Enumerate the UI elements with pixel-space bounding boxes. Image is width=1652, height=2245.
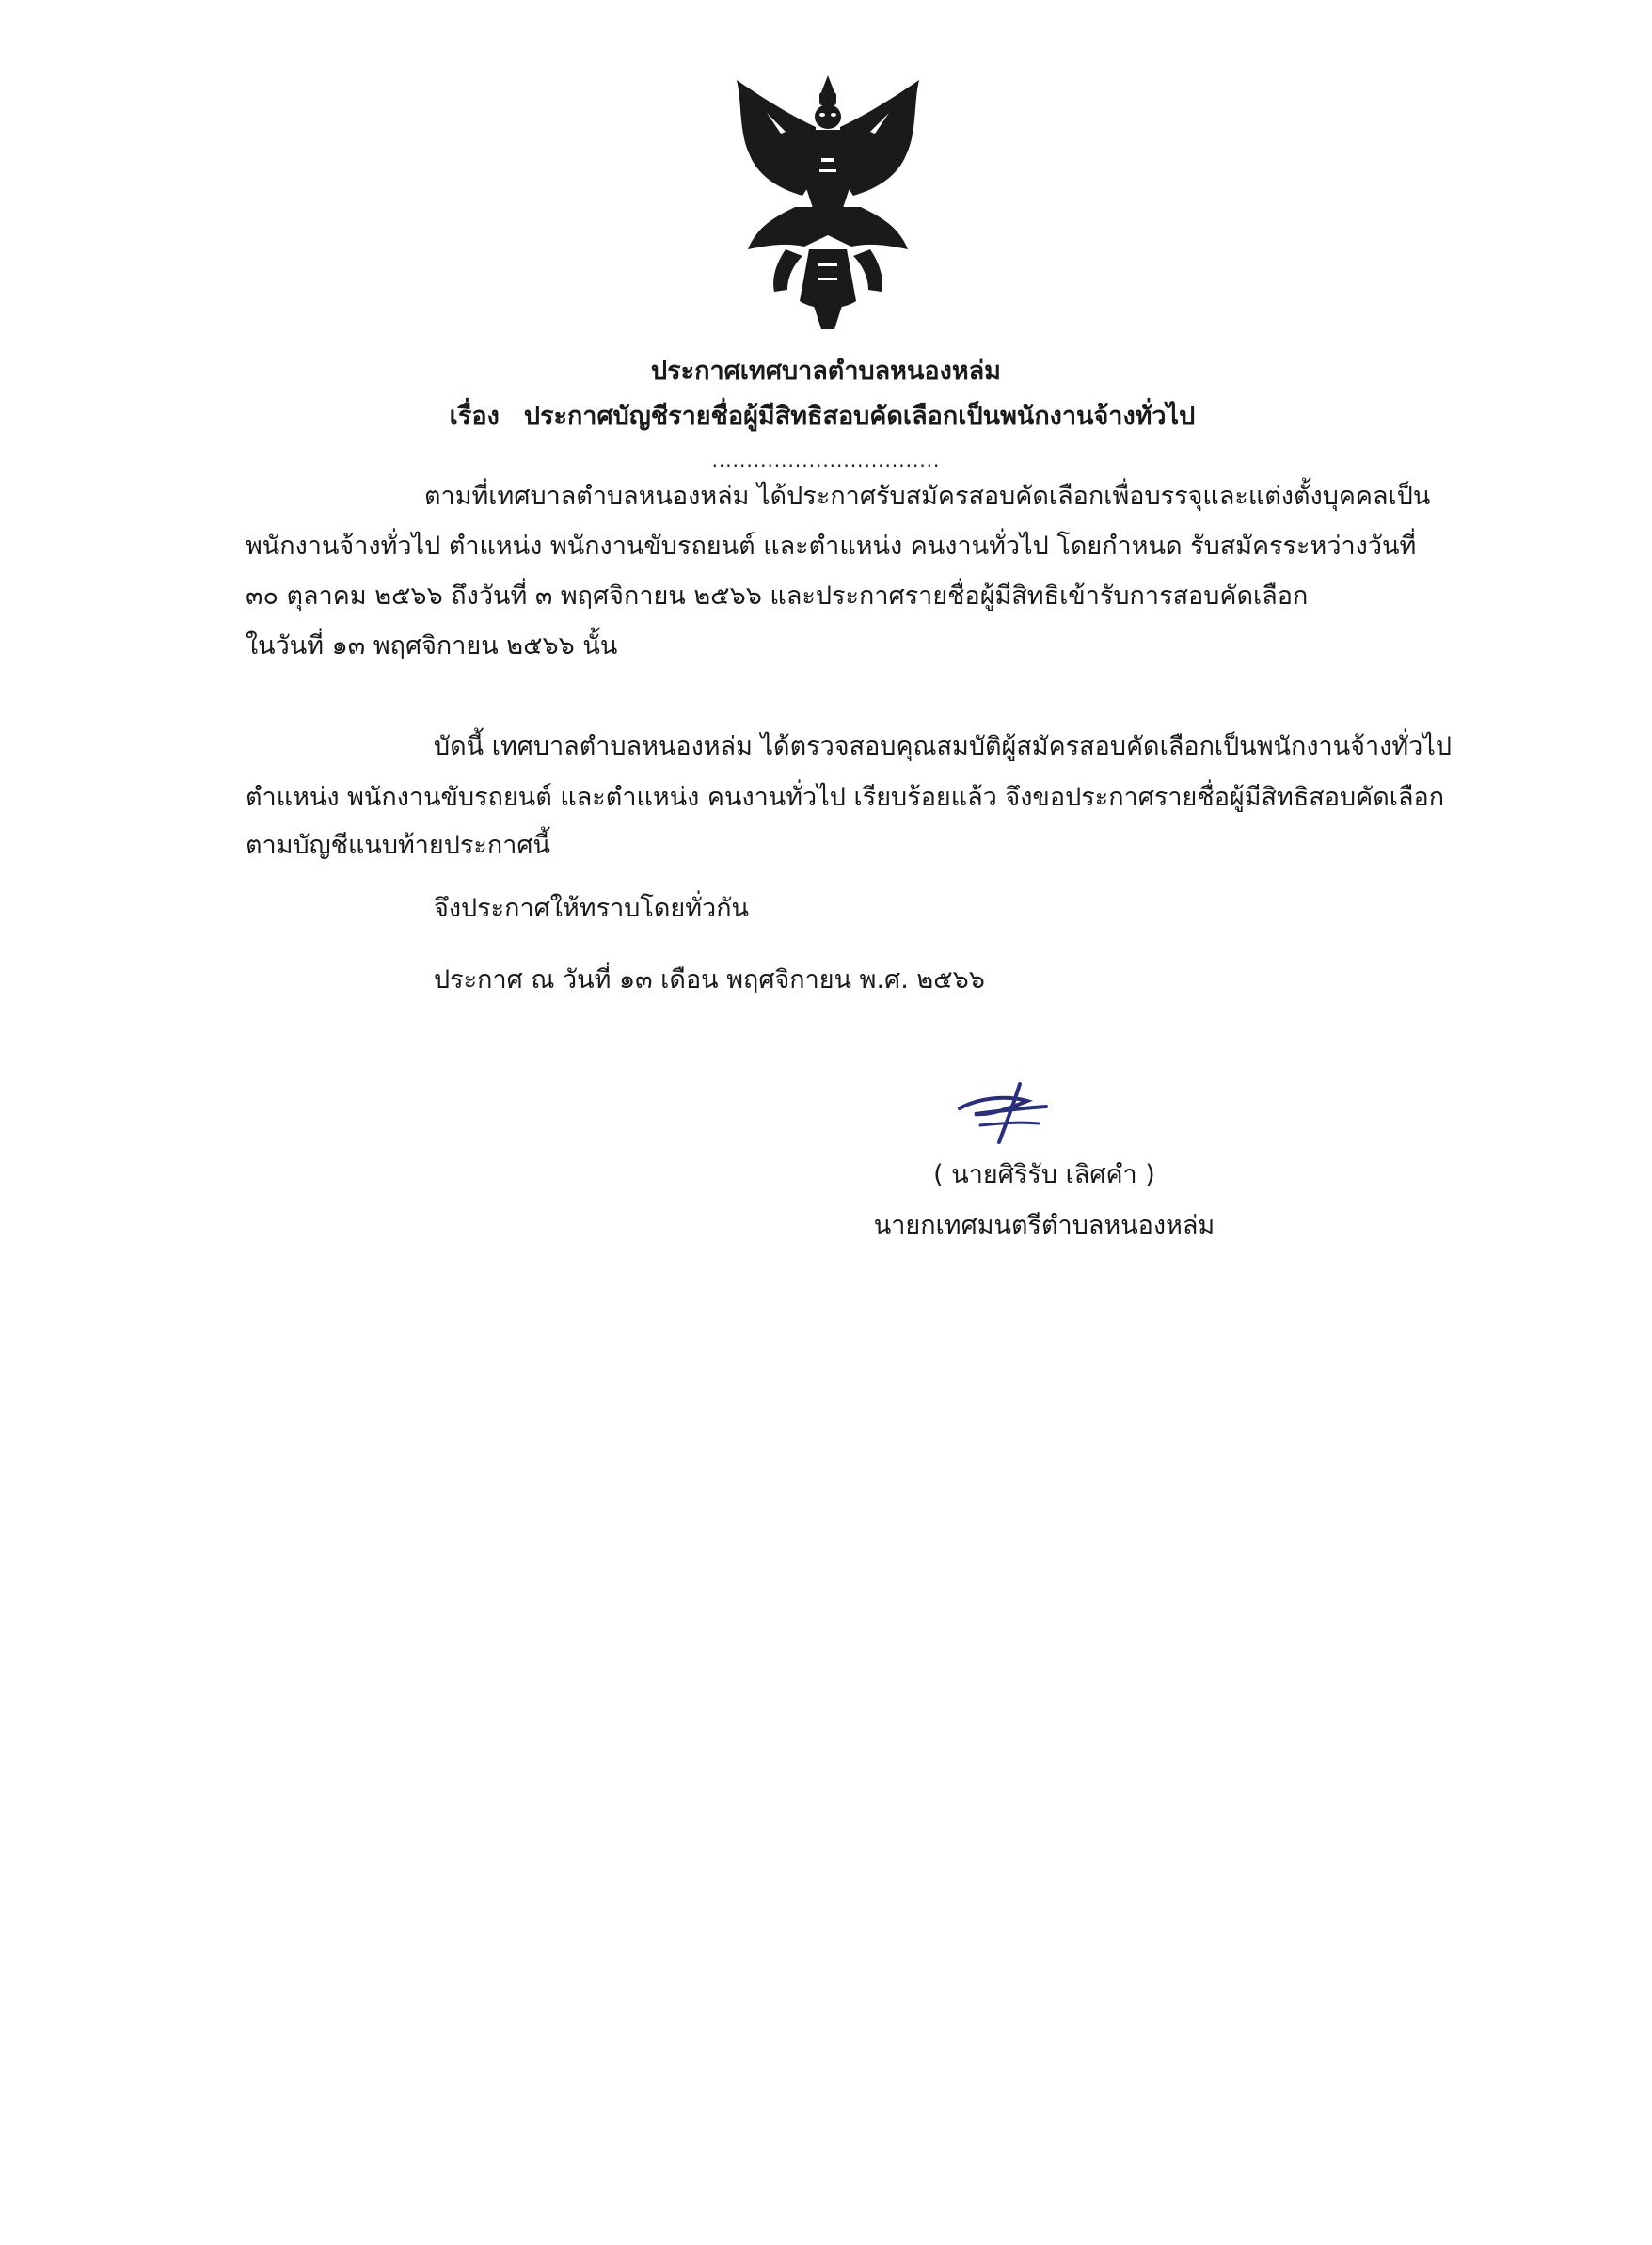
paragraph-1-line-4: ในวันที่ ๑๓ พฤศจิกายน ๒๕๖๖ นั้น (246, 631, 618, 661)
subject-text: ประกาศบัญชีรายชื่อผู้มีสิทธิสอบคัดเลือกเป็นพนักงานจ้างทั่วไป (523, 402, 1196, 431)
paragraph-2-line-3: ตามบัญชีแนบท้ายประกาศนี้ (246, 831, 550, 860)
title-separator: ................................. (711, 449, 941, 471)
paragraph-1-line-1: ตามที่เทศบาลตำบลหนองหล่ม ได้ประกาศรับสมัครสอบคัดเลือกเพื่อบรรจุและแต่งตั้งบุคคลเป็น (424, 482, 1431, 511)
signatory-name: ( นายศิริรับ เลิศคำ ) (933, 1160, 1155, 1189)
subject-line (0, 395, 1648, 436)
closing-statement: จึงประกาศให้ทราบโดยทั่วกัน (434, 894, 749, 923)
paragraph-1-line-2: พนักงานจ้างทั่วไป ตำแหน่ง พนักงานขับรถยนต์ และตำแหน่ง คนงานทั่วไป โดยกำหนด รับสมัครระหว่างวันที่ (246, 532, 1417, 561)
paragraph-2-line-2: ตำแหน่ง พนักงานขับรถยนต์ และตำแหน่ง คนงานทั่วไป เรียบร้อยแล้ว จึงขอประกาศรายชื่อผู้มีสิทธิสอบคัดเลือก (246, 783, 1445, 812)
paragraph-2-line-1: บัดนี้ เทศบาลตำบลหนองหล่ม ได้ตรวจสอบคุณสมบัติผู้สมัครสอบคัดเลือกเป็นพนักงานจ้างทั่วไป (434, 732, 1453, 761)
announcement-date: ประกาศ ณ วันที่ ๑๓ เดือน พฤศจิกายน พ.ศ. ๒๕๖๖ (434, 965, 985, 995)
garuda-emblem (729, 75, 927, 334)
announcement-title: ประกาศเทศบาลตำบลหนองหล่ม (651, 357, 1001, 386)
paragraph-1-line-3: ๓๐ ตุลาคม ๒๕๖๖ ถึงวันที่ ๓ พฤศจิกายน ๒๕๖๖ และประกาศรายชื่อผู้มีสิทธิเข้ารับการสอบคัดเลือก (246, 581, 1309, 611)
subject-label: เรื่อง (449, 402, 500, 431)
handwritten-signature (952, 1080, 1056, 1146)
signatory-position: นายกเทศมนตรีตำบลหนองหล่ม (873, 1211, 1215, 1240)
